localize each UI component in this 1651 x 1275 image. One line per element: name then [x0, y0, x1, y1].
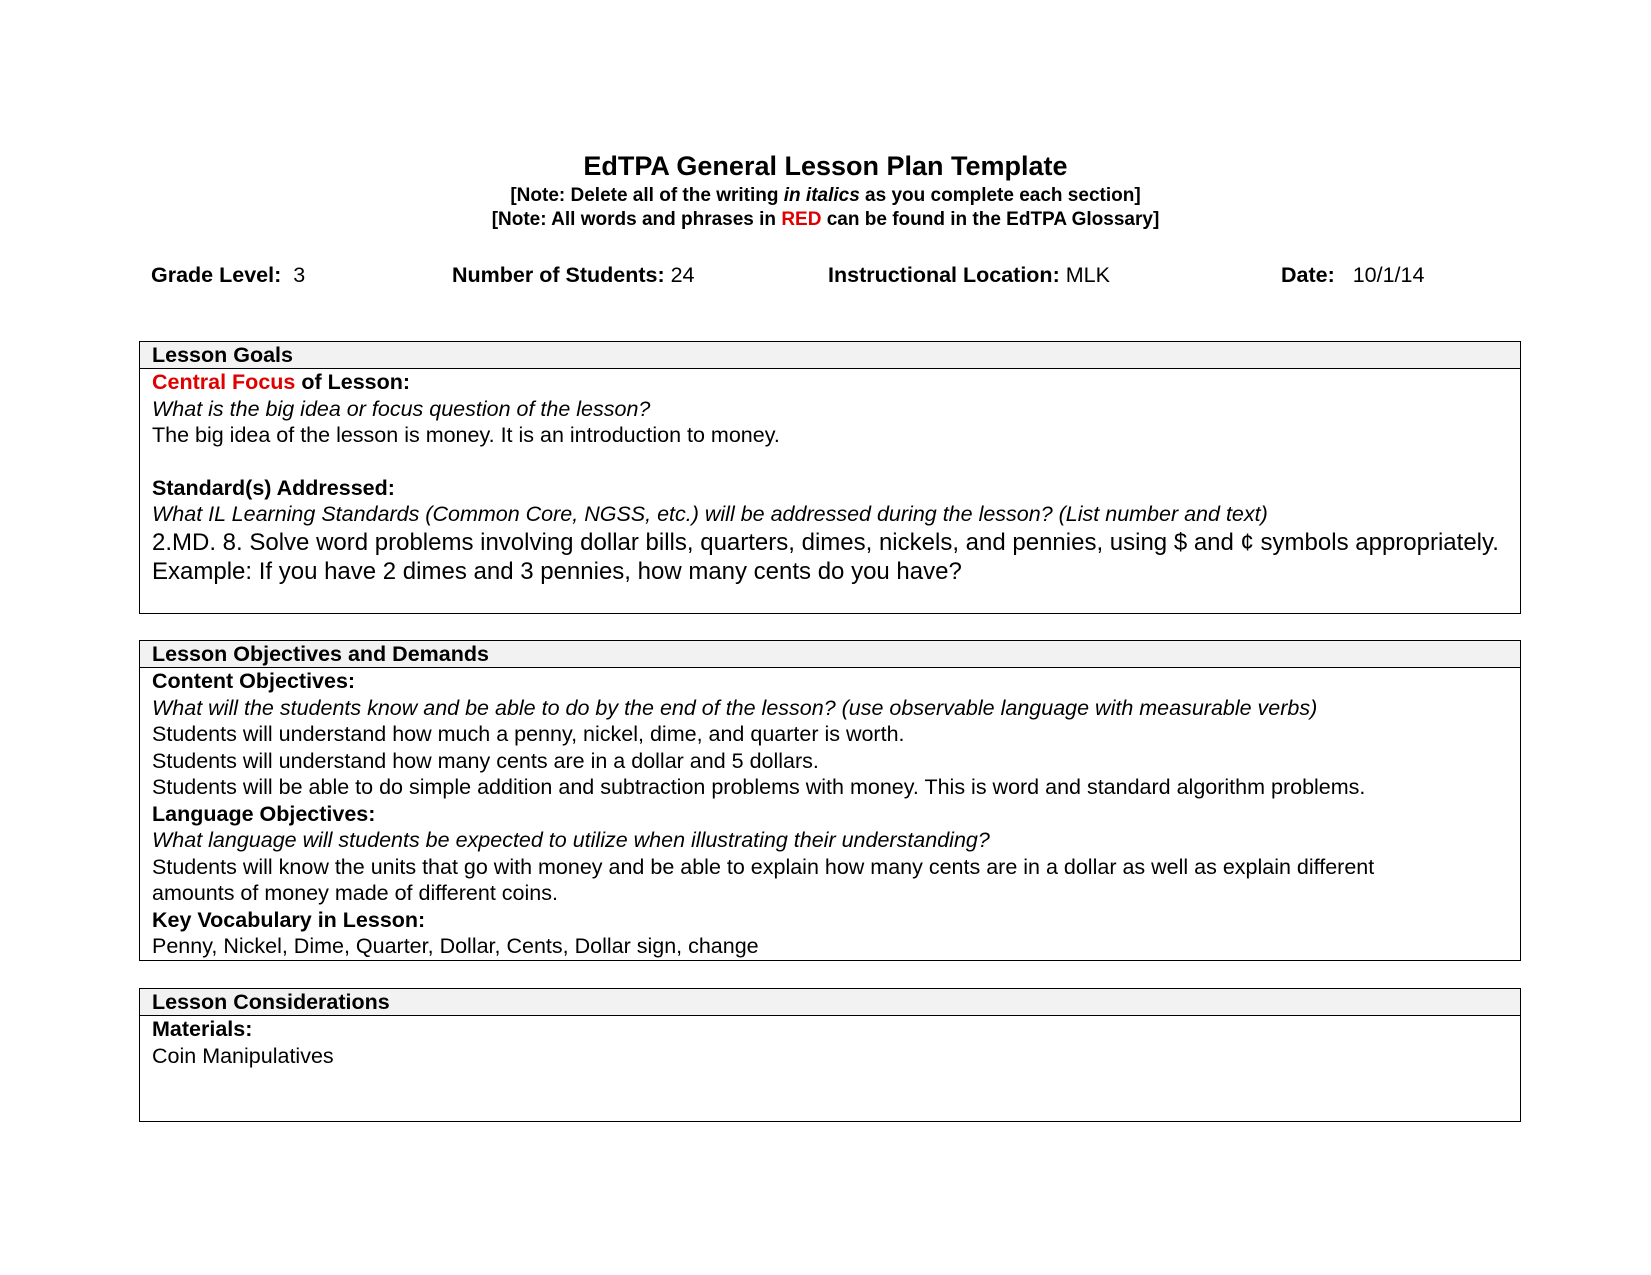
section-heading: Lesson Goals: [140, 342, 1520, 369]
central-focus-label: Central Focus of Lesson:: [152, 370, 411, 394]
content-objectives-label: Content Objectives:: [152, 669, 356, 693]
language-objective: amounts of money made of different coins.: [152, 881, 558, 905]
section-heading: Lesson Considerations: [140, 989, 1520, 1016]
document-title: EdTPA General Lesson Plan Template: [583, 151, 1068, 181]
content-objective: Students will understand how much a penny, nickel, dime, and quarter is worth.: [152, 722, 905, 746]
lesson-goals-section: [139, 341, 1521, 614]
note-italics: [Note: Delete all of the writing in italics as you complete each section]: [510, 185, 1141, 206]
language-objectives-label: Language Objectives:: [152, 801, 376, 826]
lesson-considerations-section: [139, 988, 1521, 1122]
language-objective: Students will know the units that go with money and be able to explain how many cents are in a dollar as well as explain different: [152, 854, 1375, 879]
instructional-location: Instructional Location: MLK: [828, 263, 1110, 287]
lesson-date: Date: 10/1/14: [1281, 263, 1425, 287]
lesson-objectives-section: [139, 640, 1521, 961]
grade-level: Grade Level: 3: [151, 263, 306, 287]
key-vocabulary: Penny, Nickel, Dime, Quarter, Dollar, Cents, Dollar sign, change: [152, 934, 759, 958]
materials-value: Coin Manipulatives: [152, 1043, 334, 1068]
number-of-students: Number of Students: 24: [452, 263, 695, 287]
central-focus-prompt: What is the big idea or focus question of the lesson?: [152, 396, 651, 421]
language-objectives-prompt: What language will students be expected to utilize when illustrating their understanding?: [152, 828, 990, 852]
key-vocabulary-label: Key Vocabulary in Lesson:: [152, 907, 426, 932]
content-objective: Students will be able to do simple addition and subtraction problems with money. This is word and standard algorithm problems.: [152, 775, 1366, 799]
standards-answer: 2.MD. 8. Solve word problems involving dollar bills, quarters, dimes, nickels, and pennies, using $ and ¢ symbols appropriately. Example: If you have 2 dimes and 3 pennies, how many cents do you have?: [152, 528, 1499, 585]
standards-label: Standard(s) Addressed:: [152, 475, 395, 500]
note-glossary: [Note: All words and phrases in RED can be found in the EdTPA Glossary]: [491, 209, 1160, 230]
section-heading: Lesson Objectives and Demands: [140, 641, 1520, 668]
central-focus-answer: The big idea of the lesson is money. It is an introduction to money.: [152, 423, 780, 447]
content-objectives-prompt: What will the students know and be able to do by the end of the lesson? (use observable language with measurable verbs): [152, 695, 1318, 720]
content-objective: Students will understand how many cents are in a dollar and 5 dollars.: [152, 748, 819, 773]
standards-prompt: What IL Learning Standards (Common Core, NGSS, etc.) will be addressed during the lesson? (List number and text): [152, 502, 1268, 526]
materials-label: Materials:: [152, 1017, 253, 1041]
